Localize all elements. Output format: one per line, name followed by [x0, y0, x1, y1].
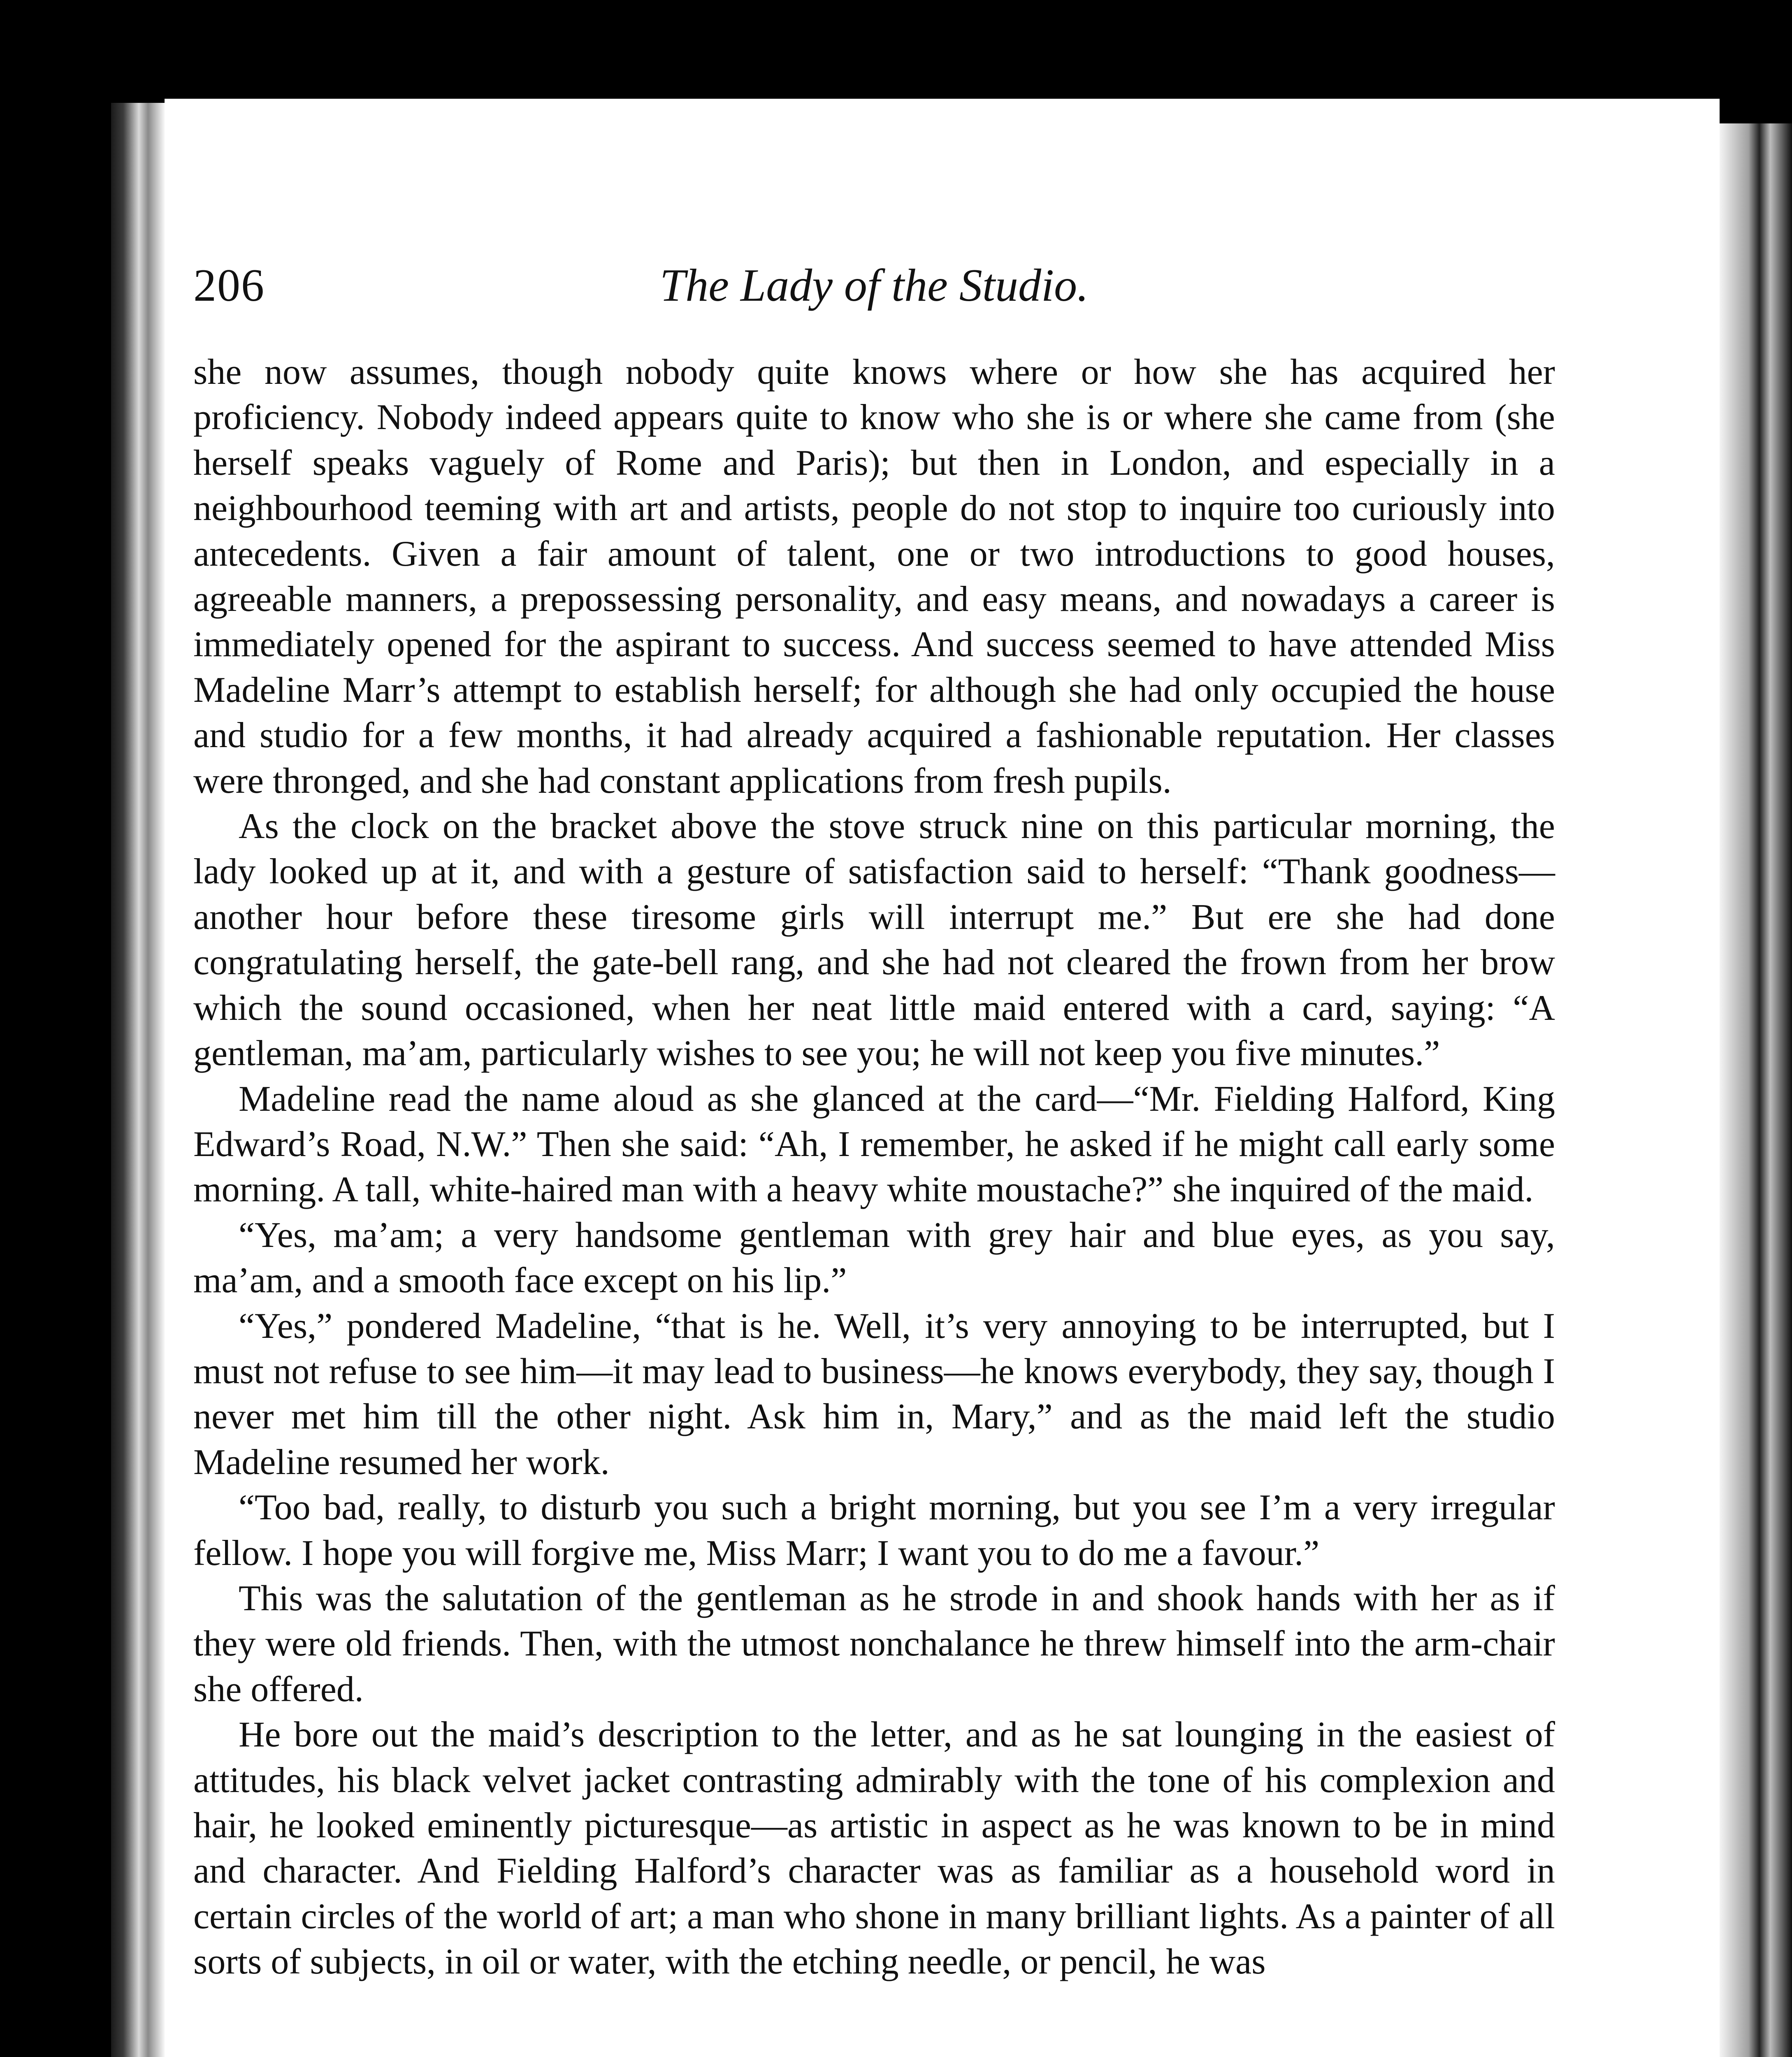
body-text — [193, 350, 1555, 1985]
page-header — [193, 251, 1555, 321]
page-number: 206 — [193, 260, 265, 311]
scan-right-edge — [1720, 123, 1792, 2057]
paragraph-2: As the clock on the bracket above the stove struck nine on this particular morning, the lady looked up at it, and with a gesture of satisfaction said to herself: “Thank goodness—another hour before these tiresome girls will interrupt me.” But ere she had done congratulating herself, the gate-bell rang, and she had not cleared the frown from her brow which the sound occasioned, when her neat little maid entered with a card, saying: “A gentleman, ma’am, particularly wishes to see you; he will not keep you five minutes.” — [193, 806, 1555, 1074]
paragraph-7: This was the salutation of the gentleman as he strode in and shook hands with her as if they were old friends. Then, with the utmost nonchalance he threw himself into the arm-chair she offered. — [193, 1578, 1555, 1709]
paragraph-4: “Yes, ma’am; a very handsome gentleman with grey hair and blue eyes, as you say, ma’am, and a smooth face except on his lip.” — [193, 1215, 1555, 1301]
paragraph-3: Madeline read the name aloud as she glanced at the card—“Mr. Fielding Halford, King Edward’s Road, N.W.” Then she said: “Ah, I remember, he asked if he might call early some morning. A tall, white-haired man with a heavy white moustache?” she inquired of the maid. — [193, 1079, 1555, 1210]
paragraph-6: “Too bad, really, to disturb you such a bright morning, but you see I’m a very irregular fellow. I hope you will forgive me, Miss Marr; I want you to do me a favour.” — [193, 1488, 1555, 1573]
paragraph-8: He bore out the maid’s description to the letter, and as he sat lounging in the easiest of attitudes, his black velvet jacket contrasting admirably with the tone of his complexion and hair, he looked eminently picturesque—as artistic in aspect as he was known to be in mind and character. And Fielding Halford’s character was as familiar as a household word in certain circles of the world of art; a man who shone in many brilliant lights. As a painter of all sorts of subjects, in oil or water, with the etching needle, or pencil, he was — [193, 1715, 1555, 1982]
scan-left-edge — [111, 103, 173, 2057]
running-title: The Lady of the Studio. — [659, 260, 1089, 311]
paragraph-1: she now assumes, though nobody quite knows where or how she has acquired her proficiency. Nobody indeed appears quite to know who she is or where she came from (she herself speaks vaguely of Rome and Paris); but then in London, and especially in a neighbourhood teeming with art and artists, people do not stop to inquire too curiously into antecedents. Given a fair amount of talent, one or two introductions to good houses, agreeable manners, a prepossessing personality, and easy means, and nowadays a career is immediately opened for the aspirant to success. And success seemed to have attended Miss Madeline Marr’s attempt to establish herself; for although she had only occupied the house and studio for a few months, it had already acquired a fashionable reputation. Her classes were thronged, and she had constant applications from fresh pupils. — [193, 352, 1555, 801]
paragraph-5: “Yes,” pondered Madeline, “that is he. Well, it’s very annoying to be interrupted, but I must not refuse to see him—it may lead to business—he knows everybody, they say, though I never met him till the other night. Ask him in, Mary,” and as the maid left the studio Madeline resumed her work. — [193, 1306, 1555, 1482]
